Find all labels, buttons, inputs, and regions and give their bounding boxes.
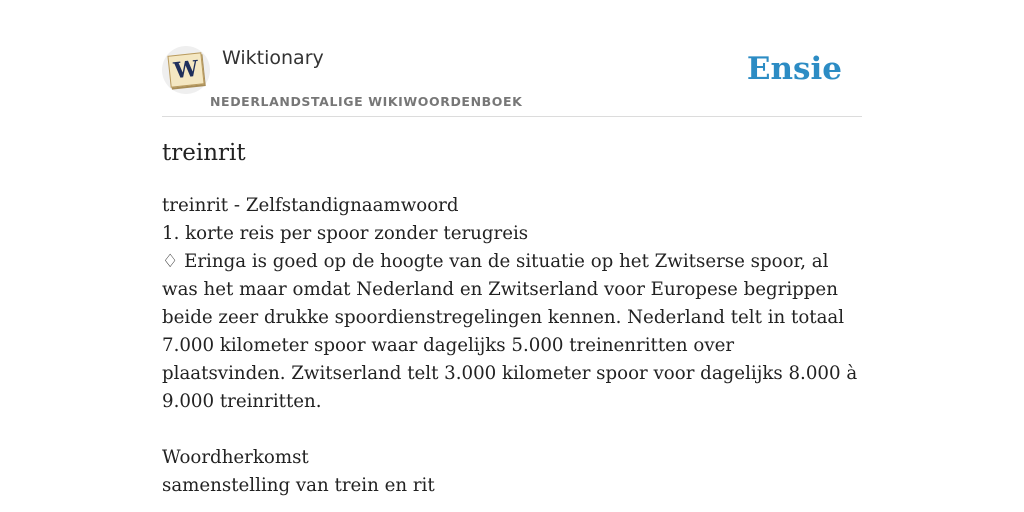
site-subtitle: NEDERLANDSTALIGE WIKIWOORDENBOEK [210,94,523,109]
etymology-text: samenstelling van trein en rit [162,475,435,496]
wiktionary-logo-icon[interactable] [162,46,210,94]
definition: 1. korte reis per spoor zonder terugreis [162,223,529,244]
entry-content [162,192,862,500]
site-name[interactable]: Wiktionary [222,47,324,69]
logo-tile: W [167,52,204,87]
site-header [162,44,862,117]
ensie-brand-logo[interactable]: Ensie [746,51,842,87]
page-title: treinrit [162,140,246,166]
example-quote: ♢ Eringa is goed op de hoogte van de situatie op het Zwitserse spoor, al was het maar omdat Nederland en Zwitserland voor Europese begrippen beide zeer drukke spoordienstregelingen kennen. Nederland telt in totaal 7.000 kilometer spoor waar dagelijks 5.000 treinenritten over plaatsvinden. Zwitserland telt 3.000 kilometer spoor voor dagelijks 8.000 à 9.000 treinritten. [162,251,858,412]
etymology-heading: Woordherkomst [162,447,309,468]
spacer [162,416,862,444]
part-of-speech-line: treinrit - Zelfstandignaamwoord [162,195,459,216]
